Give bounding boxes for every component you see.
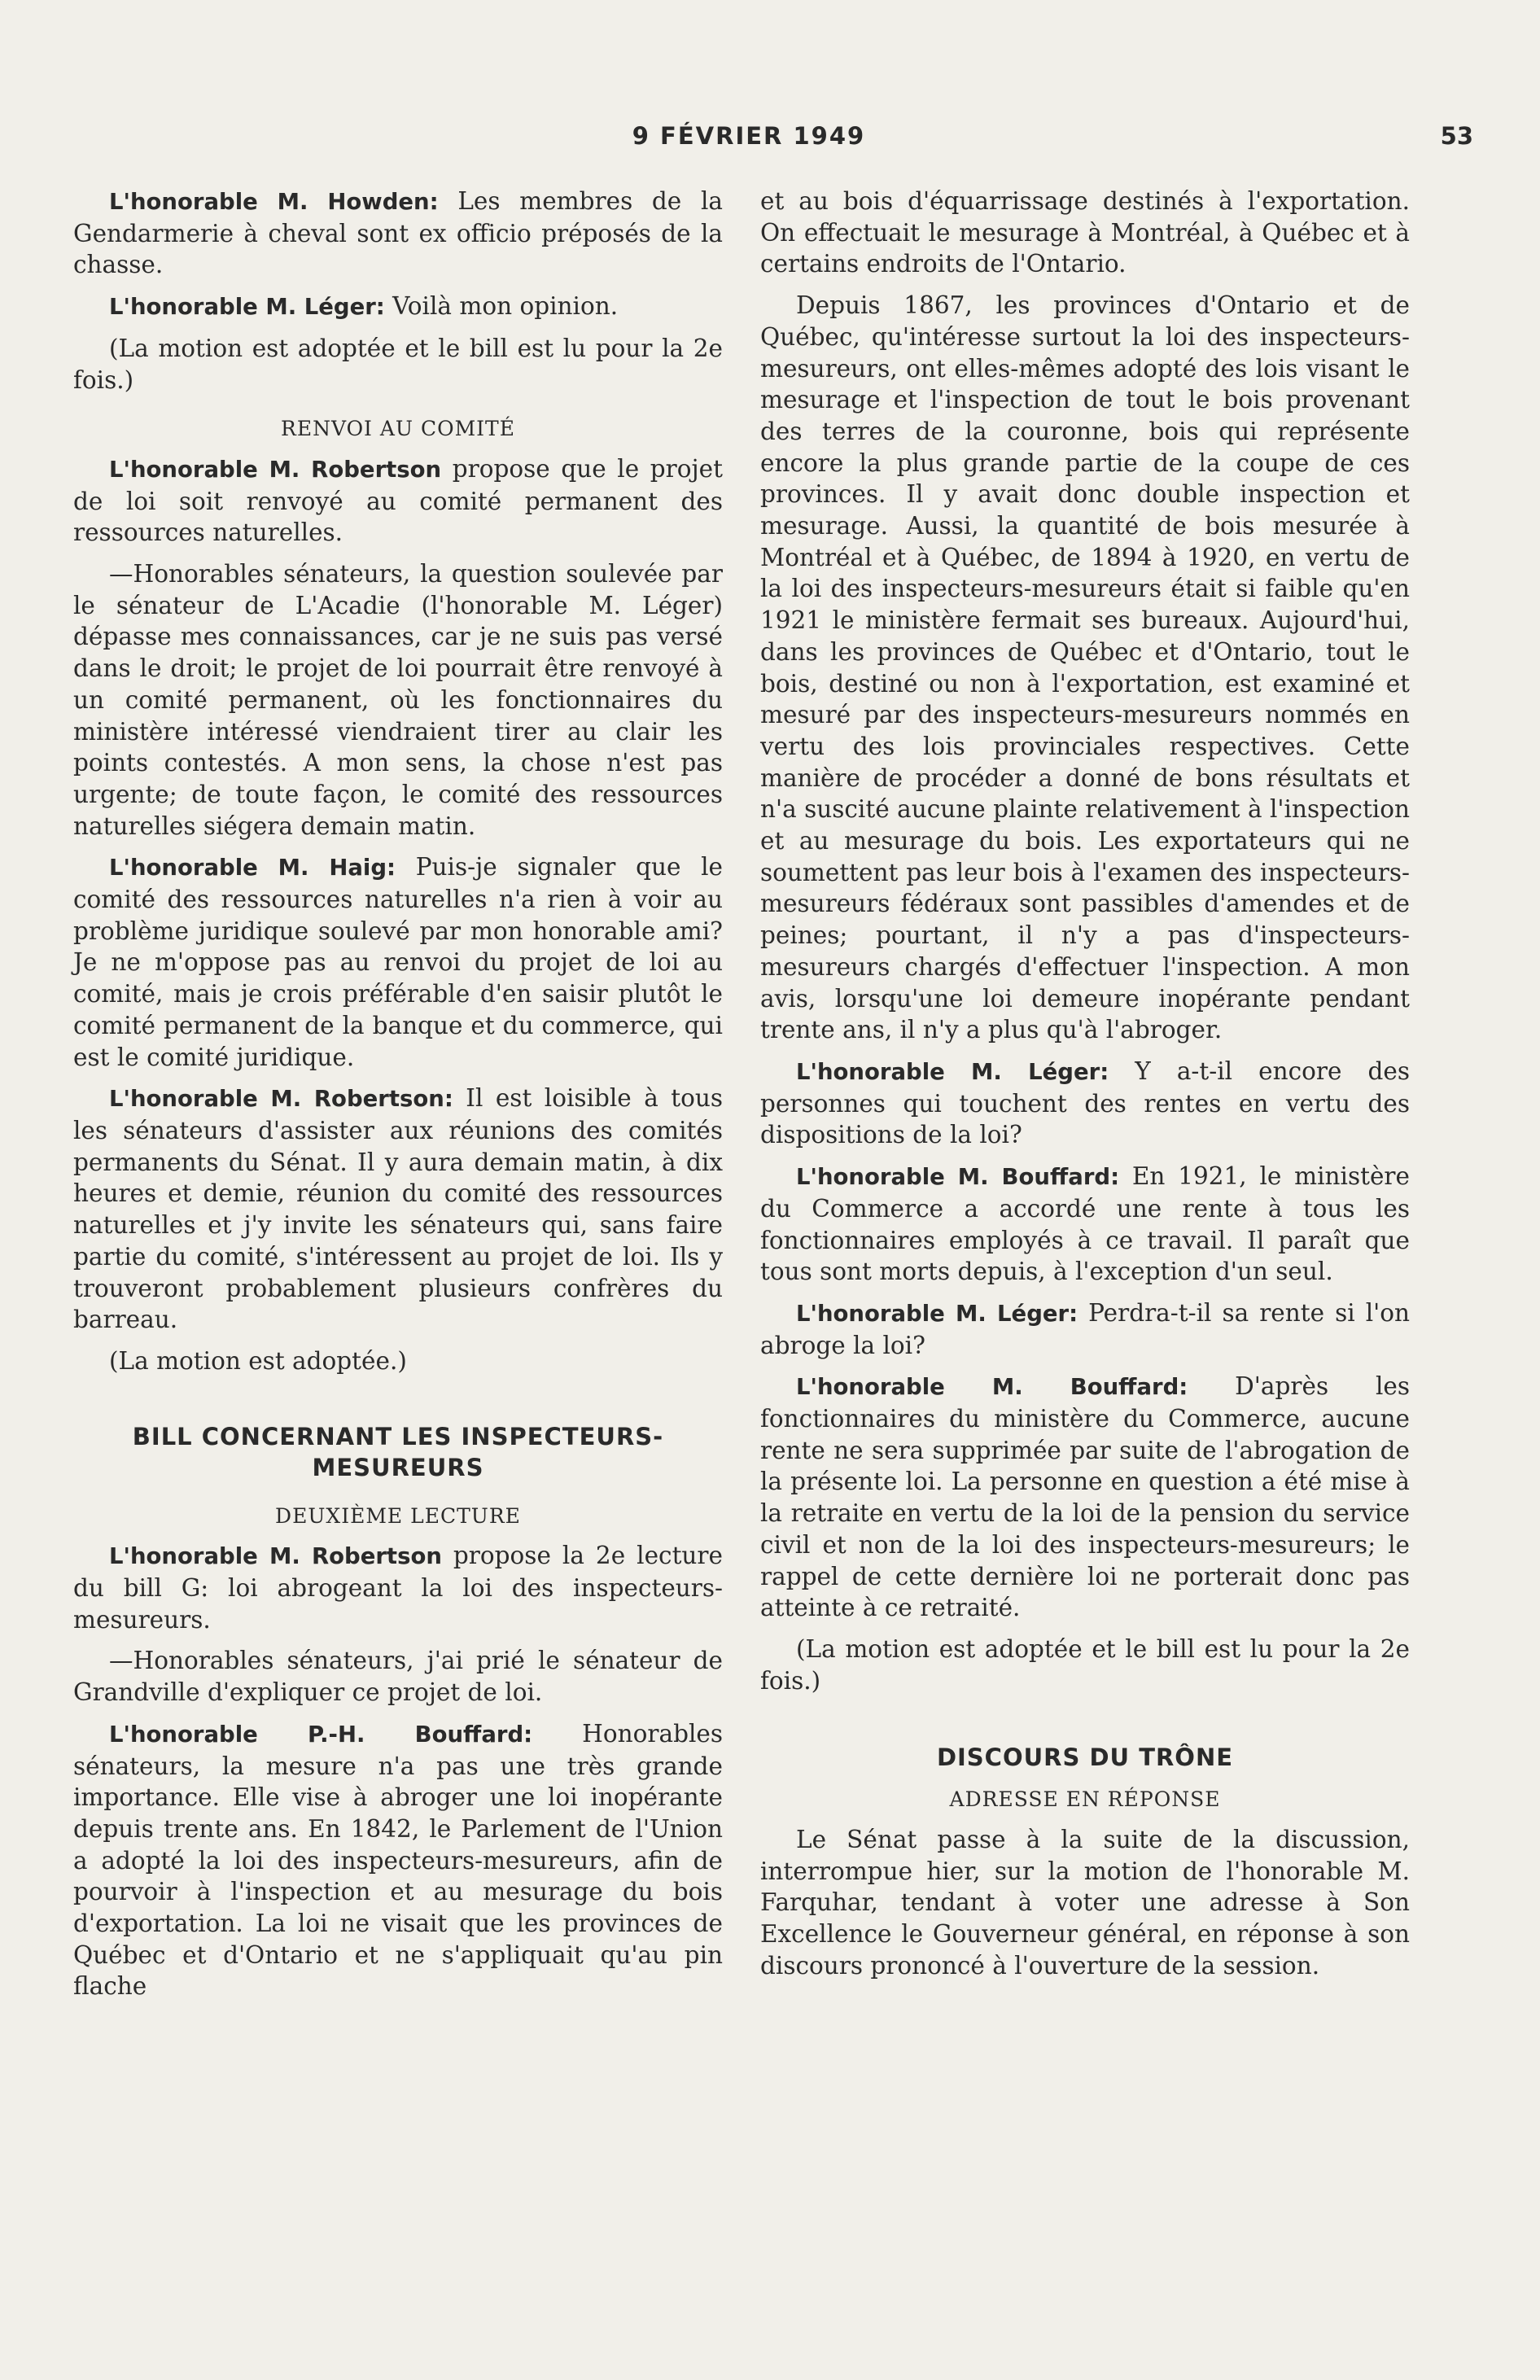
paragraph: —Honorables sénateurs, la question soulevée par le sénateur de L'Acadie (l'honorable M. Léger) dépasse mes connaissances, car je ne suis pas versé dans le droit; le projet de loi pourrait être renvoyé à un comité permanent, où les fonctionnaires du ministère intéressé viendraient tirer au clair les points contestés. A mon sens, la chose n'est pas urgente; de toute façon, le comité des ressources naturelles siégera demain matin. bbox=[73, 560, 723, 840]
paragraph: et au bois d'équarrissage destinés à l'exportation. On effectuait le mesurage à Montréal, à Québec et à certains endroits de l'Ontario. bbox=[760, 187, 1410, 278]
speaker-name: L'honorable M. Léger: bbox=[796, 1300, 1078, 1327]
paragraph bbox=[73, 186, 723, 281]
speech-text: Les membres de la Gendarmerie à cheval sont ex officio préposés de la chasse. bbox=[73, 187, 723, 279]
paragraph: Depuis 1867, les provinces d'Ontario et de Québec, qu'intéresse surtout la loi des inspecteurs-mesureurs, ont elles-mêmes adopté des lois visant le mesurage et l'inspection de tout le bois provenant des terres de la couronne, bois qui représente encore la plus grande partie de la coupe de ces provinces. Il y avait donc double inspection et mesurage. Aussi, la quantité de bois mesurée à Montréal et à Québec, de 1894 à 1920, en vertu de la loi des inspecteurs-mesureurs était si faible qu'en 1921 le ministère fermait ses bureaux. Aujourd'hui, dans les provinces de Québec et d'Ontario, tout le bois, destiné ou non à l'exportation, est examiné et mesuré par des inspecteurs-mesureurs nommés en vertu des lois provinciales respectives. Cette manière de procéder a donné de bons résultats et n'a suscité aucune plainte relativement à l'inspection et au mesurage du bois. Les exportateurs qui ne soumettent pas leur bois à l'examen des inspecteurs-mesureurs fédéraux sont passibles d'amendes et de peines; pourtant, il n'y a pas d'inspecteurs-mesureurs chargés d'effectuer l'inspection. A mon avis, lorsqu'une loi demeure inopérante pendant trente ans, il n'y a plus qu'à l'abroger. bbox=[760, 291, 1410, 1044]
speaker-name: L'honorable M. Robertson bbox=[109, 1543, 442, 1570]
left-column bbox=[73, 186, 723, 2012]
paragraph: Le Sénat passe à la suite de la discussion, interrompue hier, sur la motion de l'honorable M. Farquhar, tendant à voter une adresse à Son Excellence le Gouverneur général, en réponse à son discours prononcé à l'ouverture de la session. bbox=[760, 1826, 1410, 1980]
section-heading: DISCOURS DU TRÔNE bbox=[936, 1743, 1234, 1772]
speaker-name: L'honorable M. Bouffard: bbox=[796, 1374, 1188, 1401]
procedural-note: (La motion est adoptée.) bbox=[109, 1346, 407, 1375]
paragraph bbox=[760, 1371, 1410, 1624]
speech-text: Il est loisible à tous les sénateurs d'assister aux réunions des comités permanents du Sénat. Il y aura demain matin, à dix heures et demie, réunion du comité des ressources naturelles et j'y invite les sénateurs qui, sans faire partie du comité, s'intéressent au projet de loi. Ils y trouveront probablement plusieurs confrères du barreau. bbox=[73, 1084, 723, 1334]
section-heading: BILL CONCERNANT LES INSPECTEURS-MESUREURS bbox=[132, 1422, 664, 1481]
right-column bbox=[760, 186, 1410, 1992]
paragraph bbox=[760, 1161, 1410, 1288]
speaker-name: L'honorable M. Léger: bbox=[109, 294, 385, 321]
speaker-name: L'honorable M. Howden: bbox=[109, 189, 439, 215]
paragraph bbox=[73, 1540, 723, 1635]
speech-text: Puis-je signaler que le comité des ressources naturelles n'a rien à voir au problème juridique soulevé par mon honorable ami? Je ne m'oppose pas au renvoi du projet de loi au comité, mais je crois préférable d'en saisir plutôt le comité permanent de la banque et du commerce, qui est le comité juridique. bbox=[73, 853, 724, 1071]
paragraph bbox=[760, 1056, 1410, 1151]
paragraph: —Honorables sénateurs, j'ai prié le sénateur de Grandville d'expliquer ce projet de loi. bbox=[73, 1647, 723, 1707]
paragraph bbox=[73, 291, 723, 323]
speaker-name: L'honorable M. Robertson bbox=[109, 456, 442, 483]
speaker-name: L'honorable M. Léger: bbox=[796, 1058, 1109, 1085]
procedural-note: (La motion est adoptée et le bill est lu pour la 2e fois.) bbox=[73, 334, 723, 394]
speech-text: En 1921, le ministère du Commerce a accordé une rente à tous les fonctionnaires employés à ce travail. Il paraît que tous sont morts depuis, à l'exception d'un seul. bbox=[760, 1162, 1410, 1286]
speech-text: Honorables sénateurs, la mesure n'a pas une très grande importance. Elle vise à abroger une loi inopérante depuis trente ans. En 1842, le Parlement de l'Union a adopté la loi des inspecteurs-mesureurs, afin de pourvoir à l'inspection et au mesurage du bois d'exportation. La loi ne visait que les provinces de Québec et d'Ontario et ne s'appliquait qu'au pin flache bbox=[73, 1719, 723, 2001]
section-subheading: RENVOI AU COMITÉ bbox=[281, 417, 515, 441]
speaker-name: L'honorable P.-H. Bouffard: bbox=[109, 1721, 533, 1748]
speaker-name: L'honorable M. Haig: bbox=[109, 855, 396, 882]
section-subheading: DEUXIÈME LECTURE bbox=[275, 1503, 521, 1528]
paragraph bbox=[73, 1083, 723, 1336]
speech-text: Perdra-t-il sa rente si l'on abroge la loi? bbox=[760, 1298, 1410, 1359]
speech-text: Voilà mon opinion. bbox=[384, 292, 619, 321]
speech-text: D'après les fonctionnaires du ministère du Commerce, aucune rente ne sera supprimée par suite de l'abrogation de la présente loi. La personne en question a été mise à la retraite en vertu de la loi de la pension du service civil et non de la loi des inspecteurs-mesureurs; le rappel de cette dernière loi ne porterait donc pas atteinte à ce retraité. bbox=[760, 1372, 1410, 1622]
speaker-name: L'honorable M. Bouffard: bbox=[796, 1164, 1120, 1191]
speech-text: propose que le projet de loi soit renvoyé au comité permanent des ressources naturelles. bbox=[73, 454, 723, 547]
page-header bbox=[73, 122, 1473, 155]
paragraph bbox=[73, 851, 723, 1073]
paragraph bbox=[73, 1718, 723, 2002]
speech-text: Y a-t-il encore des personnes qui touchent des rentes en vertu des dispositions de la loi? bbox=[760, 1057, 1411, 1149]
page-date: 9 FÉVRIER 1949 bbox=[632, 122, 866, 150]
speech-text: propose la 2e lecture du bill G: loi abrogeant la loi des inspecteurs-mesureurs. bbox=[73, 1542, 723, 1634]
paragraph bbox=[760, 1297, 1410, 1361]
section-subheading: ADRESSE EN RÉPONSE bbox=[949, 1787, 1221, 1812]
speaker-name: L'honorable M. Robertson: bbox=[109, 1086, 453, 1113]
page-number: 53 bbox=[1440, 122, 1473, 150]
paragraph bbox=[73, 453, 723, 549]
procedural-note: (La motion est adoptée et le bill est lu pour la 2e fois.) bbox=[760, 1634, 1410, 1695]
